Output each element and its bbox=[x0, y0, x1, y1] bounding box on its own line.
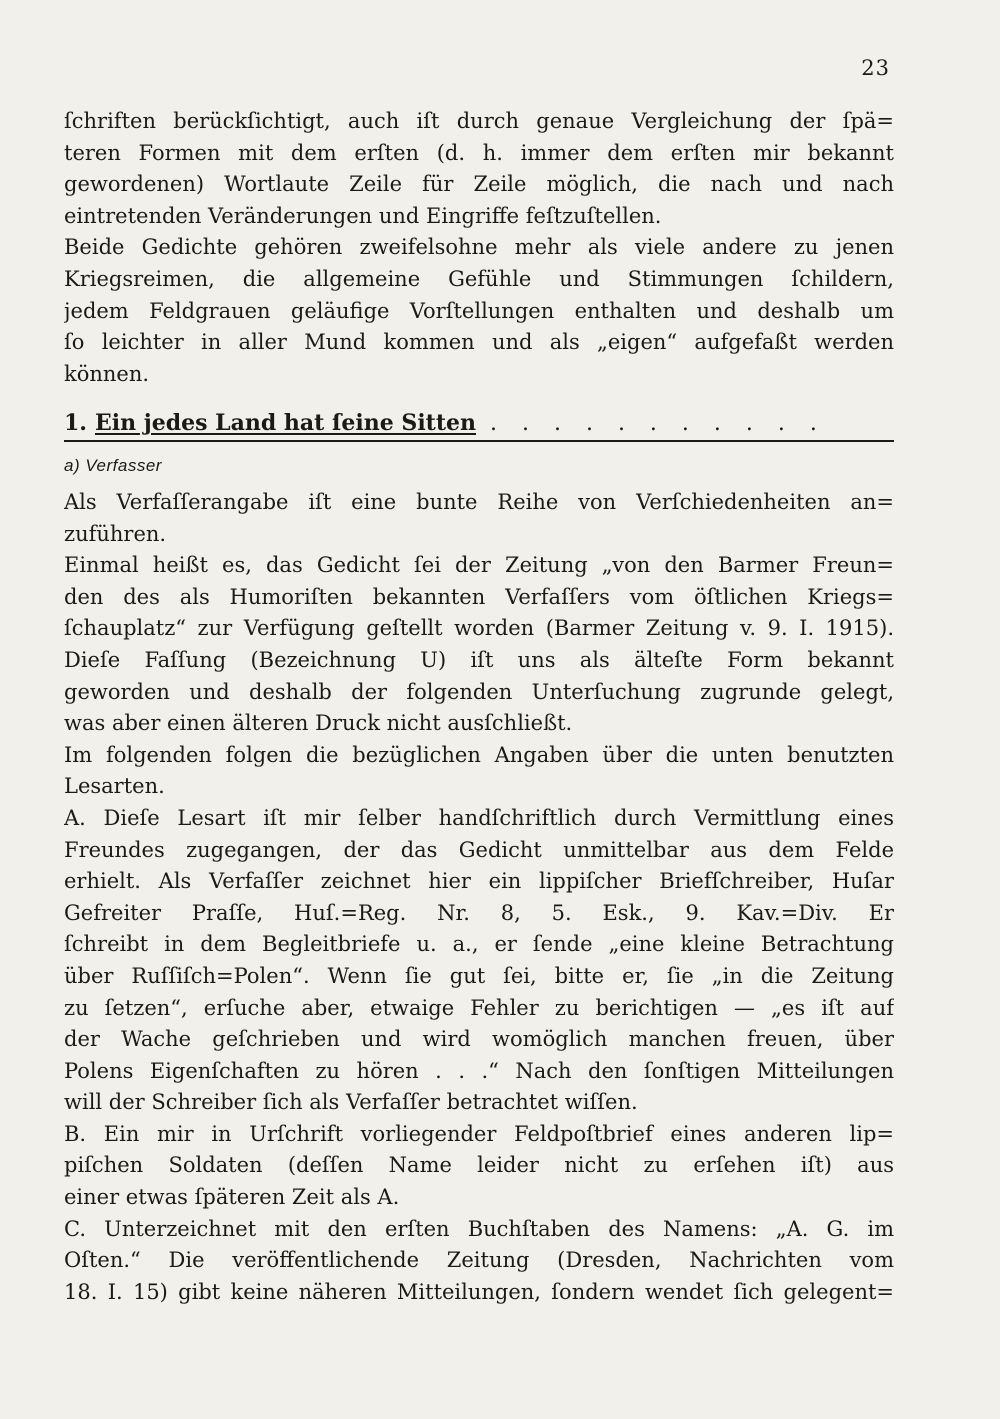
text-line: erhielt. Als Verfaſſer zeichnet hier ein lippiſcher Briefſchreiber, Huſar bbox=[64, 869, 894, 894]
text-line: teren Formen mit dem erſten (d. h. immer dem erſten mir bekannt bbox=[64, 140, 894, 165]
section-heading bbox=[64, 410, 894, 442]
text-line: können. bbox=[64, 361, 150, 386]
text-line: einer etwas ſpäteren Zeit als A. bbox=[64, 1185, 400, 1210]
body-paragraphs bbox=[64, 487, 894, 1308]
intro-paragraphs bbox=[64, 106, 894, 390]
text-line: Gefreiter Praſſe, Huſ.=Reg. Nr. 8, 5. Esk., 9. Kav.=Div. Er bbox=[64, 900, 894, 925]
text-line: C. Unterzeichnet mit den erſten Buchſtaben des Namens: „A. G. im bbox=[64, 1216, 894, 1241]
text-line: B. Ein mir in Urſchrift vorliegender Feldpoſtbrief eines anderen lip= bbox=[64, 1121, 894, 1146]
text-line: Kriegsreimen, die allgemeine Gefühle und Stimmungen ſchildern, bbox=[64, 266, 894, 291]
text-line: Lesarten. bbox=[64, 774, 165, 799]
subsection-heading: a) Verfasser bbox=[64, 456, 162, 475]
page-number: 23 bbox=[861, 56, 890, 80]
text-line: was aber einen älteren Druck nicht ausſchließt. bbox=[64, 711, 573, 736]
text-line: zuführen. bbox=[64, 521, 167, 546]
text-line: zu ſetzen“, erſuche aber, etwaige Fehler zu berichtigen — „es iſt auf bbox=[64, 995, 894, 1020]
text-line: ſchriften berückſichtigt, auch iſt durch genaue Vergleichung der ſpä= bbox=[64, 109, 894, 133]
leader-dots: . . . . . . . . . . . bbox=[490, 411, 826, 436]
text-line: der Wache geſchrieben und wird womöglich manchen freuen, über bbox=[64, 1027, 894, 1052]
text-line: gewordenen) Wortlaute Zeile für Zeile möglich, die nach und nach bbox=[64, 172, 894, 197]
section-title: Ein jedes Land hat ſeine Sitten bbox=[94, 410, 476, 436]
text-line: Freundes zugegangen, der das Gedicht unmittelbar aus dem Felde bbox=[64, 837, 894, 862]
text-line: Oſten.“ Die veröffentlichende Zeitung (Dresden, Nachrichten vom bbox=[64, 1248, 894, 1273]
text-line: ſchreibt in dem Begleitbriefe u. a., er ſende „eine kleine Betrachtung bbox=[64, 932, 894, 957]
text-line: 18. I. 15) gibt keine näheren Mitteilungen, ſondern wendet ſich gelegent= bbox=[64, 1279, 894, 1304]
text-line: Beide Gedichte gehören zweifelsohne mehr als viele andere zu jenen bbox=[64, 235, 894, 260]
text-line: jedem Feldgrauen geläufige Vorſtellungen enthalten und deshalb um bbox=[64, 298, 894, 323]
text-line: Dieſe Faſſung (Bezeichnung U) iſt uns als älteſte Form bekannt bbox=[64, 647, 894, 672]
text-line: will der Schreiber ſich als Verfaſſer betrachtet wiſſen. bbox=[64, 1090, 638, 1115]
text-line: den des als Humoriſten bekannten Verfaſſers vom öſtlichen Kriegs= bbox=[64, 584, 894, 609]
text-line: Einmal heißt es, das Gedicht ſei der Zeitung „von den Barmer Freun= bbox=[64, 553, 894, 578]
text-line: eintretenden Veränderungen und Eingriffe feſtzuſtellen. bbox=[64, 203, 662, 228]
text-line: Im folgenden folgen die bezüglichen Angaben über die unten benutzten bbox=[64, 742, 894, 767]
text-line: A. Dieſe Lesart iſt mir ſelber handſchriftlich durch Vermittlung eines bbox=[64, 805, 894, 830]
section-number: 1. bbox=[64, 410, 87, 436]
text-line: über Ruſſiſch=Polen“. Wenn ſie gut ſei, bitte er, ſie „in die Zeitung bbox=[64, 963, 894, 988]
text-line: ſchauplatz“ zur Verfügung geſtellt worden (Barmer Zeitung v. 9. I. 1915). bbox=[64, 616, 894, 641]
text-line: Als Verfaſſerangabe iſt eine bunte Reihe von Verſchiedenheiten an= bbox=[64, 490, 894, 514]
text-line: geworden und deshalb der folgenden Unterſuchung zugrunde gelegt, bbox=[64, 679, 894, 704]
text-line: piſchen Soldaten (deſſen Name leider nicht zu erſehen iſt) aus bbox=[64, 1153, 894, 1178]
text-line: Polens Eigenſchaften zu hören . . .“ Nach den ſonſtigen Mitteilungen bbox=[64, 1058, 894, 1083]
text-line: ſo leichter in aller Mund kommen und als „eigen“ aufgefaßt werden bbox=[64, 330, 894, 355]
